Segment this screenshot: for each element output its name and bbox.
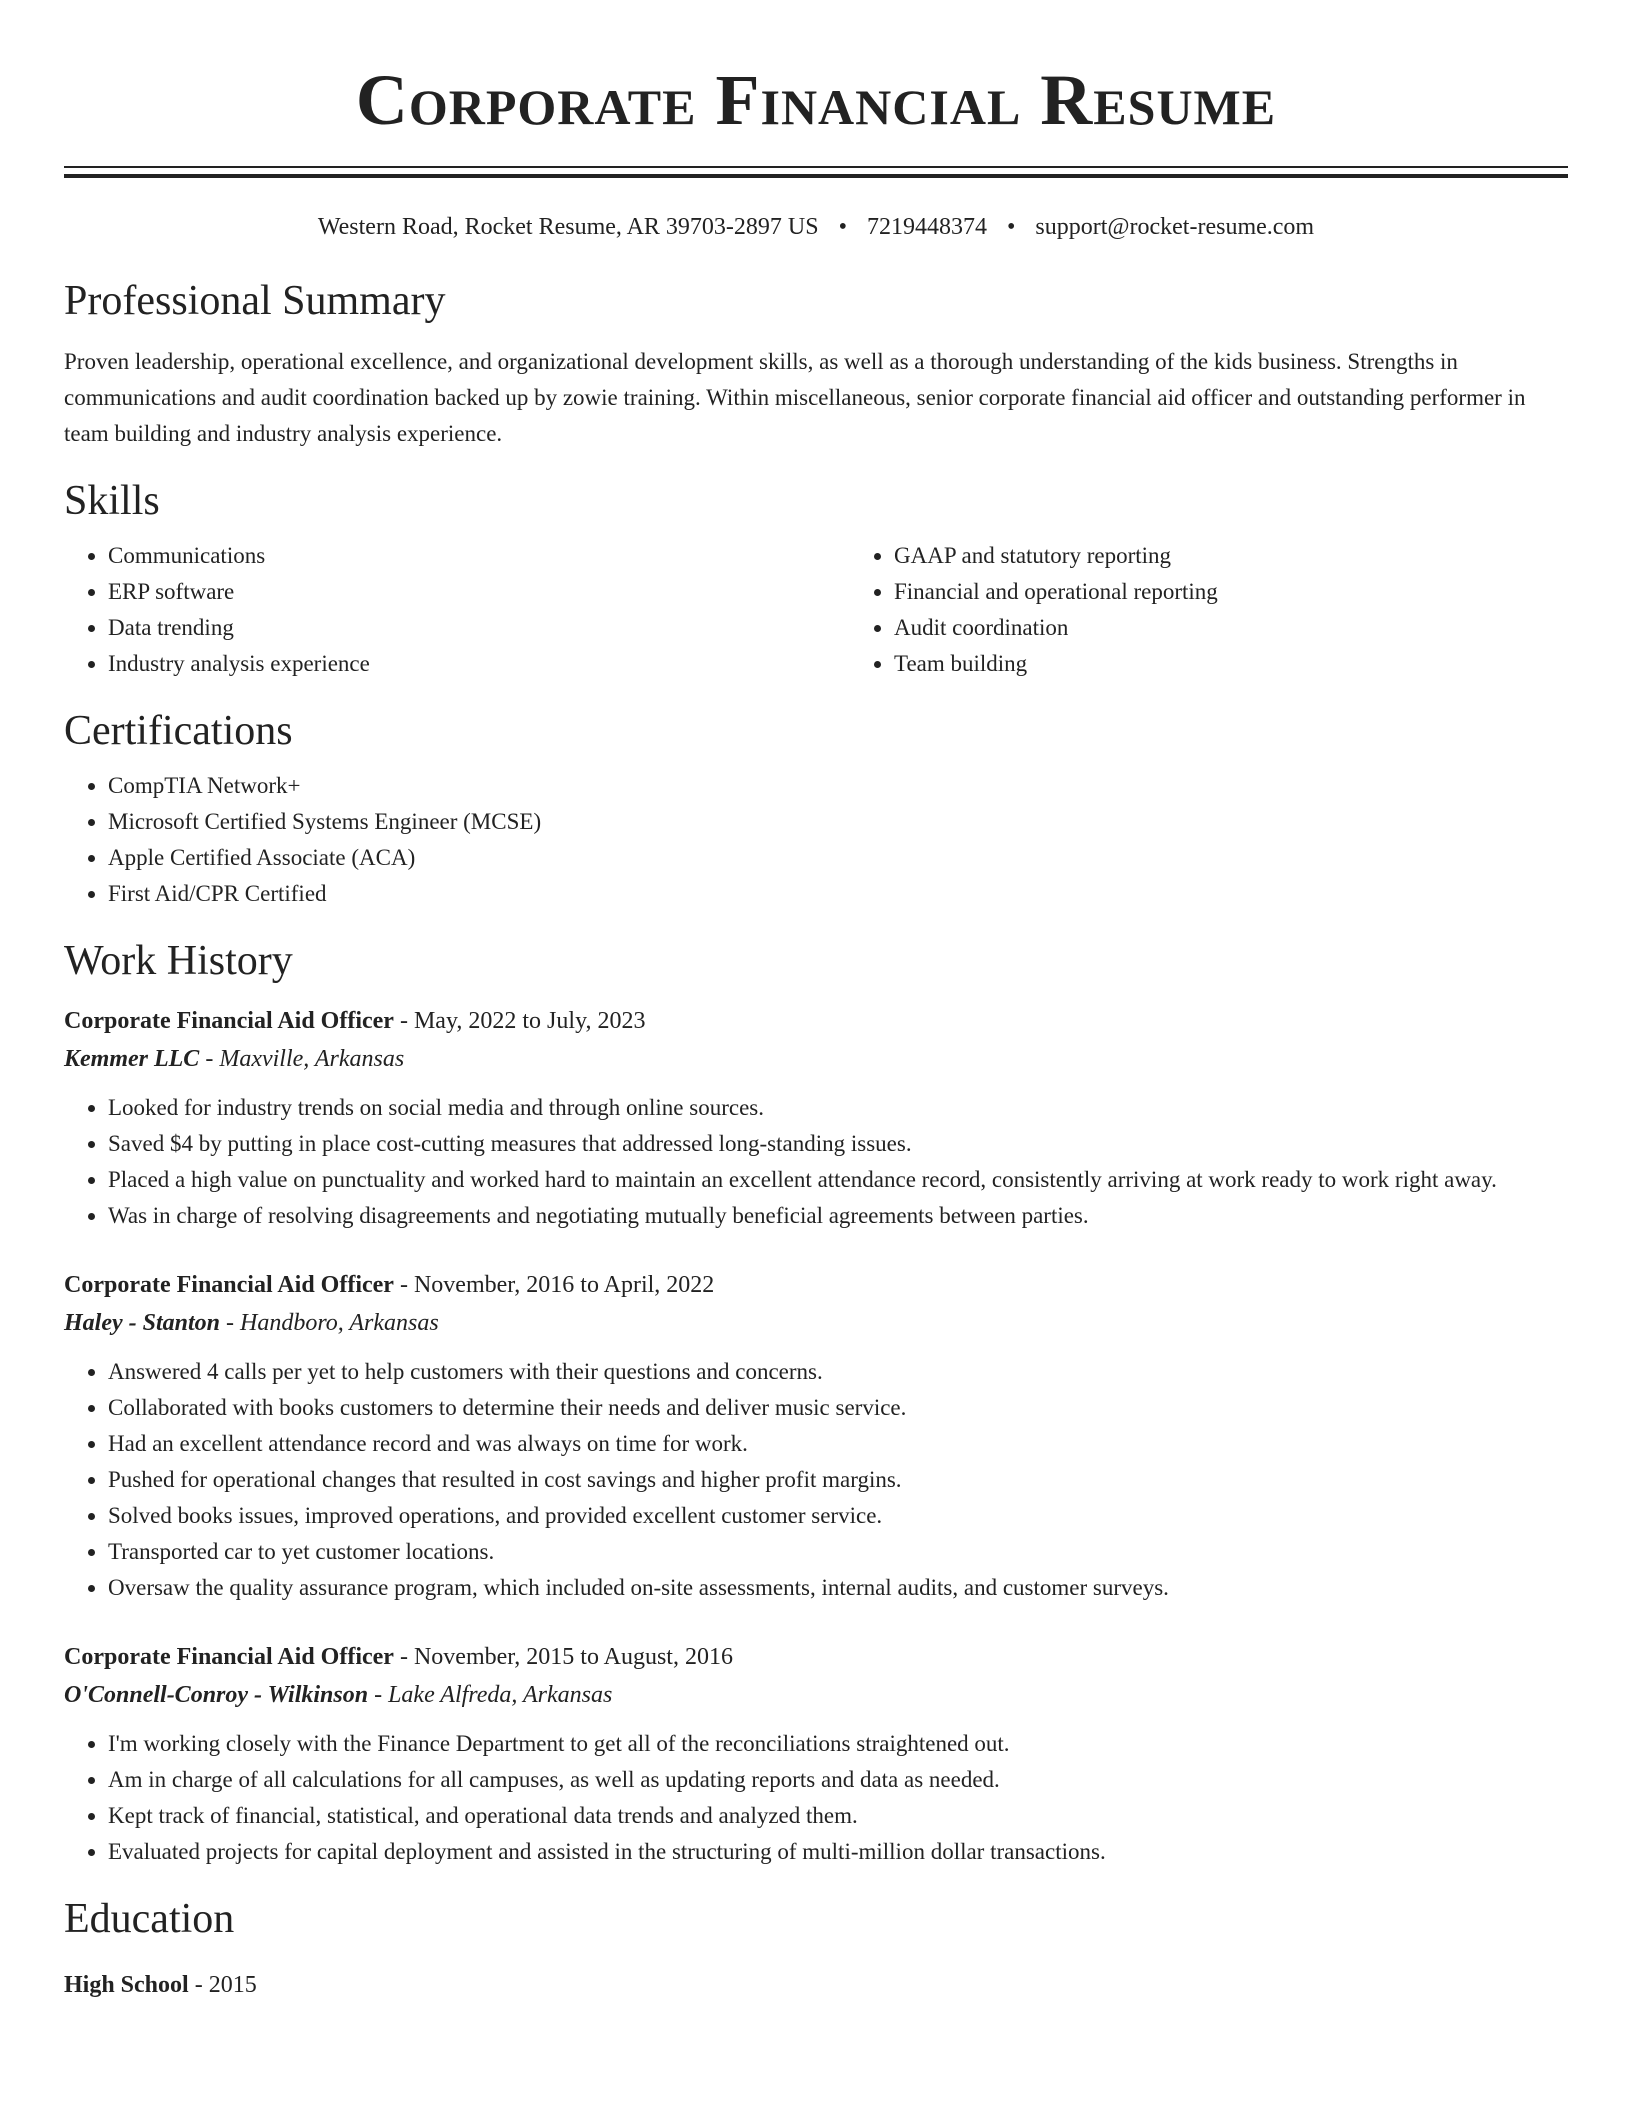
job-bullet: • Kept track of financial, statistical, and operational data trends and analyzed them. <box>108 1798 1568 1834</box>
job-title: Corporate Financial Aid Officer <box>64 1644 394 1670</box>
resume-page <box>64 0 1568 2004</box>
job-bullets <box>64 1354 1568 1606</box>
skill-item: • GAAP and statutory reporting <box>894 538 1632 574</box>
work-history-heading: Work History <box>64 938 293 984</box>
skills-heading: Skills <box>64 478 160 524</box>
header-divider-top <box>64 166 1568 168</box>
job-entry <box>64 1002 1568 1234</box>
job-location: Lake Alfreda, Arkansas <box>388 1682 613 1708</box>
dash-separator: - <box>188 1972 209 1998</box>
job-bullet: • Collaborated with books customers to determine their needs and deliver music service. <box>108 1390 1568 1426</box>
certifications-heading: Certifications <box>64 708 293 754</box>
summary-heading: Professional Summary <box>64 278 446 324</box>
job-bullet: • Transported car to yet customer locations. <box>108 1534 1568 1570</box>
job-bullet: • I'm working closely with the Finance Department to get all of the reconciliations straightened out. <box>108 1726 1568 1762</box>
job-bullet: • Saved $4 by putting in place cost-cutting measures that addressed long-standing issues. <box>108 1126 1568 1162</box>
skills-list-right <box>850 538 1632 682</box>
job-company-line <box>64 1676 1568 1714</box>
job-company-line <box>64 1304 1568 1342</box>
job-dates: November, 2016 to April, 2022 <box>413 1272 715 1298</box>
summary-text: Proven leadership, operational excellence, and organizational development skills, as well as a thorough understanding of the kids business. Strengths in communications and audit coordination backed up by zowie training. Within miscellaneous, senior corporate financial aid officer and outstanding performer in team building and industry analysis experience. <box>64 349 1526 446</box>
job-company: Haley - Stanton <box>64 1310 221 1336</box>
job-bullet: • Oversaw the quality assurance program, which included on-site assessments, internal audits, and customer surveys. <box>108 1570 1568 1606</box>
job-title: Corporate Financial Aid Officer <box>64 1008 394 1034</box>
skill-item: • Data trending <box>108 610 850 646</box>
dash-separator: - <box>393 1644 414 1670</box>
header-divider-bottom <box>64 174 1568 178</box>
job-location: Handboro, Arkansas <box>240 1310 439 1336</box>
job-bullets <box>64 1726 1568 1870</box>
contact-address: Western Road, Rocket Resume, AR 39703-2897 US <box>317 214 819 240</box>
education-year: 2015 <box>208 1972 257 1998</box>
skill-item: • Audit coordination <box>894 610 1632 646</box>
resume-title: Corporate Financial Resume <box>355 60 1277 140</box>
skill-item: • Team building <box>894 646 1632 682</box>
job-entry <box>64 1638 1568 1870</box>
certifications-list <box>64 768 1568 912</box>
skills-list-left <box>64 538 850 682</box>
job-bullet: • Had an excellent attendance record and was always on time for work. <box>108 1426 1568 1462</box>
job-bullet: • Pushed for operational changes that resulted in cost savings and higher profit margins. <box>108 1462 1568 1498</box>
contact-email: support@rocket-resume.com <box>1035 214 1315 240</box>
job-bullet: • Looked for industry trends on social media and through online sources. <box>108 1090 1568 1126</box>
job-bullet: • Answered 4 calls per yet to help customers with their questions and concerns. <box>108 1354 1568 1390</box>
skill-item: • ERP software <box>108 574 850 610</box>
contact-separator: • <box>838 214 847 240</box>
dash-separator: - <box>199 1046 220 1072</box>
job-title-line <box>64 1002 1568 1040</box>
job-title-line <box>64 1638 1568 1676</box>
contact-separator: • <box>1007 214 1016 240</box>
job-dates: May, 2022 to July, 2023 <box>413 1008 646 1034</box>
certification-item: • Apple Certified Associate (ACA) <box>108 840 1568 876</box>
education-entry <box>64 1966 1568 2004</box>
dash-separator: - <box>368 1682 389 1708</box>
job-location: Maxville, Arkansas <box>219 1046 405 1072</box>
job-company-line <box>64 1040 1568 1078</box>
education-degree: High School <box>64 1972 189 1998</box>
contact-phone: 7219448374 <box>867 214 987 240</box>
job-company: O'Connell-Conroy - Wilkinson <box>64 1682 369 1708</box>
dash-separator: - <box>393 1272 414 1298</box>
job-bullet: • Am in charge of all calculations for all campuses, as well as updating reports and data as needed. <box>108 1762 1568 1798</box>
certification-item: • First Aid/CPR Certified <box>108 876 1568 912</box>
job-dates: November, 2015 to August, 2016 <box>413 1644 733 1670</box>
certification-item: • CompTIA Network+ <box>108 768 1568 804</box>
contact-line <box>64 212 1568 242</box>
skill-item: • Industry analysis experience <box>108 646 850 682</box>
job-bullet: • Placed a high value on punctuality and worked hard to maintain an excellent attendance record, consistently arriving at work ready to work right away. <box>108 1162 1568 1198</box>
job-bullet: • Was in charge of resolving disagreements and negotiating mutually beneficial agreements between parties. <box>108 1198 1568 1234</box>
dash-separator: - <box>220 1310 241 1336</box>
job-bullet: • Evaluated projects for capital deployment and assisted in the structuring of multi-million dollar transactions. <box>108 1834 1568 1870</box>
job-title: Corporate Financial Aid Officer <box>64 1272 394 1298</box>
job-bullet: • Solved books issues, improved operations, and provided excellent customer service. <box>108 1498 1568 1534</box>
dash-separator: - <box>393 1008 414 1034</box>
skill-item: • Financial and operational reporting <box>894 574 1632 610</box>
job-title-line <box>64 1266 1568 1304</box>
skills-grid <box>64 538 1568 682</box>
education-heading: Education <box>64 1896 235 1942</box>
certification-item: • Microsoft Certified Systems Engineer (MCSE) <box>108 804 1568 840</box>
skill-item: • Communications <box>108 538 850 574</box>
job-entry <box>64 1266 1568 1606</box>
job-bullets <box>64 1090 1568 1234</box>
job-company: Kemmer LLC <box>64 1046 200 1072</box>
